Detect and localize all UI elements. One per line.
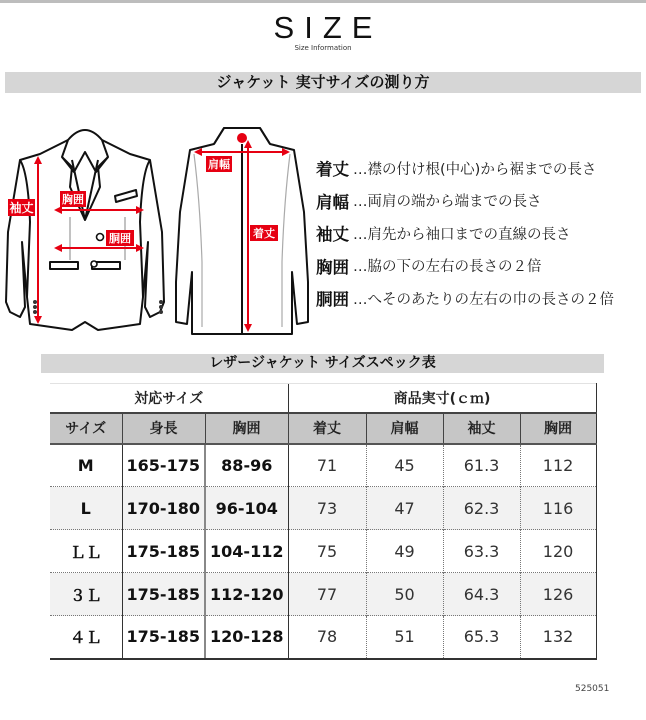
table-row <box>50 530 596 573</box>
measure-definitions <box>316 152 646 315</box>
definition-text: …へそのあたりの左右の巾の長さの２倍 <box>353 291 614 308</box>
cell-length: 73 <box>288 487 366 530</box>
cell-fit-chest: 104-112 <box>205 530 288 573</box>
definition-sleeve <box>316 217 646 250</box>
definition-term: 袖丈 <box>316 225 349 245</box>
cell-sleeve: 62.3 <box>443 487 520 530</box>
definition-chest <box>316 250 646 283</box>
table-row <box>50 444 596 487</box>
page-subtitle: Size Information <box>294 44 352 52</box>
label-length: 着丈 <box>253 227 275 240</box>
group-header-row <box>50 384 596 413</box>
cell-fit-chest: 96-104 <box>205 487 288 530</box>
group-header-actual: 商品実寸(ｃｍ) <box>288 384 596 413</box>
product-code: 525051 <box>575 684 610 694</box>
column-header-chest: 胸囲 <box>520 413 596 444</box>
label-shoulder: 肩幅 <box>208 158 230 171</box>
cell-length: 78 <box>288 616 366 659</box>
table-row <box>50 573 596 616</box>
cell-shoulder: 50 <box>366 573 443 616</box>
cell-fit-chest: 88-96 <box>205 444 288 487</box>
cell-size: ４Ｌ <box>50 616 122 659</box>
column-header-sleeve: 袖丈 <box>443 413 520 444</box>
cell-length: 75 <box>288 530 366 573</box>
cell-sleeve: 64.3 <box>443 573 520 616</box>
top-stripe <box>0 0 646 3</box>
column-header-height: 身長 <box>122 413 205 444</box>
table-row <box>50 616 596 659</box>
group-header-fit: 対応サイズ <box>50 384 288 413</box>
cell-shoulder: 49 <box>366 530 443 573</box>
cell-size: L <box>50 487 122 530</box>
column-header-row <box>50 413 596 444</box>
cell-chest: 132 <box>520 616 596 659</box>
jacket-back-illustration <box>172 122 312 342</box>
cell-fit-chest: 120-128 <box>205 616 288 659</box>
cell-height: 175-185 <box>122 530 205 573</box>
label-sleeve: 袖丈 <box>9 201 34 215</box>
cell-height: 170-180 <box>122 487 205 530</box>
cell-shoulder: 47 <box>366 487 443 530</box>
cell-shoulder: 45 <box>366 444 443 487</box>
column-header-shoulder: 肩幅 <box>366 413 443 444</box>
definition-length <box>316 152 646 185</box>
cell-sleeve: 61.3 <box>443 444 520 487</box>
definition-term: 着丈 <box>316 160 349 180</box>
cell-height: 175-185 <box>122 616 205 659</box>
cell-sleeve: 65.3 <box>443 616 520 659</box>
cell-length: 71 <box>288 444 366 487</box>
jacket-front-illustration <box>0 112 170 342</box>
label-waist: 胴囲 <box>109 232 131 245</box>
cell-shoulder: 51 <box>366 616 443 659</box>
size-spec-table <box>50 383 597 660</box>
cell-chest: 120 <box>520 530 596 573</box>
definition-waist <box>316 282 646 315</box>
cell-size: M <box>50 444 122 487</box>
column-header-size: サイズ <box>50 413 122 444</box>
cell-chest: 126 <box>520 573 596 616</box>
cell-size: ３Ｌ <box>50 573 122 616</box>
definition-text: …脇の下の左右の長さの２倍 <box>353 259 542 276</box>
cell-height: 175-185 <box>122 573 205 616</box>
definition-text: …肩先から袖口までの直線の長さ <box>353 226 571 243</box>
column-header-length: 着丈 <box>288 413 366 444</box>
cell-height: 165-175 <box>122 444 205 487</box>
definition-text: …両肩の端から端までの長さ <box>353 194 542 211</box>
cell-chest: 112 <box>520 444 596 487</box>
definition-term: 肩幅 <box>316 192 349 212</box>
column-header-fit-chest: 胸囲 <box>205 413 288 444</box>
page-title: SIZE <box>273 10 383 45</box>
cell-chest: 116 <box>520 487 596 530</box>
definition-text: …襟の付け根(中心)から裾までの長さ <box>353 161 597 178</box>
definition-shoulder <box>316 185 646 218</box>
cell-fit-chest: 112-120 <box>205 573 288 616</box>
table-row <box>50 487 596 530</box>
cell-length: 77 <box>288 573 366 616</box>
definition-term: 胴囲 <box>316 290 349 310</box>
spec-table-heading: レザージャケット サイズスペック表 <box>41 354 604 373</box>
cell-sleeve: 63.3 <box>443 530 520 573</box>
cell-size: ＬＬ <box>50 530 122 573</box>
definition-term: 胸囲 <box>316 257 349 277</box>
measure-section-heading: ジャケット 実寸サイズの測り方 <box>5 72 641 93</box>
label-chest: 胸囲 <box>62 193 84 206</box>
